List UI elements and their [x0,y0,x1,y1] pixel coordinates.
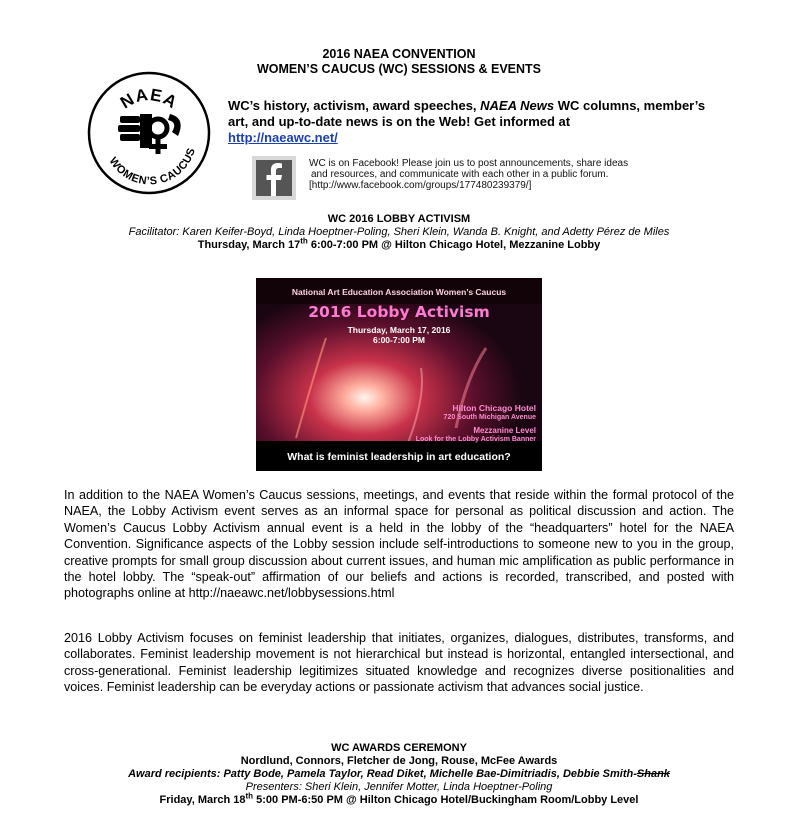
womens-caucus-logo [86,70,212,196]
banner-address: 720 South Michigan Avenue [443,414,536,421]
facebook-line-1: WC is on Facebook! Please join us to post announcements, share ideas [309,158,629,169]
intro-block [228,98,728,146]
banner-org: National Art Education Association Women’s Caucus [291,287,507,297]
awards-presenters: Presenters: Sheri Klein, Jennifer Motter, Linda Hoeptner-Poling [245,781,553,793]
banner-date-block [256,325,542,345]
facebook-line-2: and resources, and communicate with each other in a public forum. [311,169,609,180]
awards-date-a: Friday, March 18 [159,794,246,806]
lobby-date-b: 6:00-7:00 PM @ Hilton Chicago Hotel, Mezzanine Lobby [307,239,601,251]
awards-date-sup: th [245,791,254,801]
lobby-facilitator: Facilitator: Karen Keifer-Boyd, Linda Hoeptner-Poling, Sheri Klein, Wanda B. Knight, and Adetty Pérez de Miles [128,226,670,238]
awards-date [0,791,798,807]
facebook-group-url[interactable]: [http://www.facebook.com/groups/177480239379/] [309,180,532,191]
naeawc-website-link[interactable]: http://naeawc.net/ [228,130,338,145]
awards-section [0,742,798,807]
lobby-date [0,236,798,252]
logo-bottom-text: WOMEN’S CAUCUS [106,146,199,188]
awards-names: Nordlund, Connors, Fletcher de Jong, Rouse, McFee Awards [240,755,558,767]
awards-date-b: 5:00 PM-6:50 PM @ Hilton Chicago Hotel/Buckingham Room/Lobby Level [253,794,639,806]
paragraph-lobby-description: In addition to the NAEA Women’s Caucus sessions, meetings, and events that reside within the formal protocol of the NAEA, the Lobby Activism event serves as an informal space for personal as political discussion and action. The Women’s Caucus Lobby Activism annual event is a held in the lobby of the “headquarters” hotel for the NAEA Convention. Significance aspects of the Lobby session include self-introductions to someone new to you in the group, creative prompts for small group discussion about current issues, and human mic amplification as public performance in the hotel lobby. The “speak-out” affirmation of our beliefs and actions is recorded, transcribed, and posted with photographs online at http://naeawc.net/lobbysessions.html [64,488,734,601]
lobby-date-sup: th [300,236,308,246]
header-line-1: 2016 NAEA CONVENTION [322,47,476,61]
lobby-section-header [0,213,798,252]
facebook-logo[interactable] [252,156,296,200]
banner-time: 6:00-7:00 PM [373,335,425,345]
awards-recipients-a: Award recipients: Patty Bode, Pamela Taylor, Read Diket, Michelle Bae-Dimitriadis, Debbie Smith- [128,768,637,780]
lobby-activism-banner [256,278,542,471]
intro-text-b: WC columns, member’s art, and up-to-date news is on the Web! Get informed at [228,98,706,129]
facebook-icon [252,156,296,200]
naea-news-emphasis: NAEA News [480,98,555,113]
lobby-title: WC 2016 LOBBY ACTIVISM [327,213,471,225]
logo-top-text: NAEA [117,84,181,113]
lobby-date-a: Thursday, March 17 [197,239,301,251]
banner-location-block [356,404,536,444]
banner-question: What is feminist leadership in art education? [287,451,511,463]
banner-date: Thursday, March 17, 2016 [347,325,451,335]
awards-title: WC AWARDS CEREMONY [331,742,467,754]
banner-hotel: Hilton Chicago Hotel [452,403,536,413]
awards-recipients-strike: Shank [636,768,670,780]
header-line-2: WOMEN’S CAUCUS (WC) SESSIONS & EVENTS [256,62,542,76]
banner-title: 2016 Lobby Activism [308,303,490,321]
banner-look: Look for the Lobby Activism Banner [415,436,536,443]
paragraph-feminist-leadership: 2016 Lobby Activism focuses on feminist leadership that initiates, organizes, dialogues, distributes, transforms, and collaborates. Feminist leadership movement is not hierarchical but instead is horizontal, entangled intersectional, and cross-generational. Feminist leadership legitimizes situated knowledge and recognizes diverse positionalities and voices. Feminist leadership can be everyday actions or passionate activism that advances social justice. [64,631,734,695]
awards-recipients [0,768,798,781]
intro-text-a: WC’s history, activism, award speeches, [228,98,481,113]
banner-level: Mezzanine Level [473,426,536,435]
facebook-info [309,158,709,191]
